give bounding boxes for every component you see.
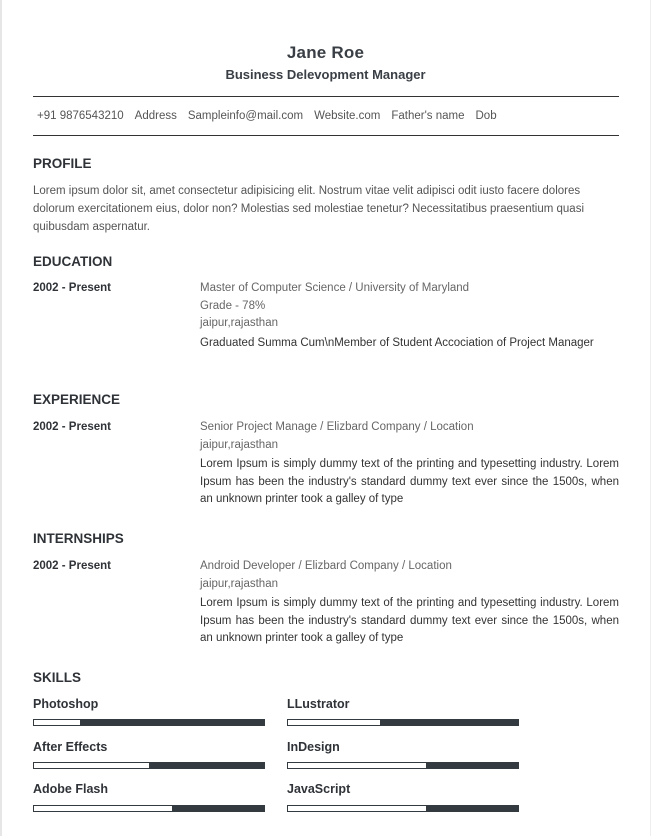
skill-bar-fill bbox=[34, 806, 172, 811]
resume-header bbox=[0, 0, 651, 82]
person-name: Jane Roe bbox=[286, 43, 365, 62]
skill-name: After Effects bbox=[33, 740, 108, 754]
profile-heading: PROFILE bbox=[33, 156, 92, 171]
contact-address: Address bbox=[134, 110, 177, 122]
job-title: Business Delevopment Manager bbox=[225, 67, 426, 82]
education-heading: EDUCATION bbox=[33, 254, 113, 269]
internship-role: Android Developer / Elizbard Company / Location bbox=[200, 560, 452, 572]
experience-role: Senior Project Manage / Elizbard Company / Location bbox=[200, 421, 474, 433]
education-date: 2002 - Present bbox=[33, 282, 111, 294]
experience-entry bbox=[200, 419, 619, 509]
skill-name: LLustrator bbox=[287, 697, 350, 711]
skill-bar bbox=[33, 762, 265, 769]
skill-bar-fill bbox=[34, 763, 149, 768]
skill-bar-fill bbox=[34, 720, 80, 725]
contact-website: Website.com bbox=[314, 110, 381, 122]
skills-heading: SKILLS bbox=[33, 670, 82, 685]
experience-location: jaipur,rajasthan bbox=[200, 438, 278, 451]
skill-bar bbox=[33, 805, 265, 812]
experience-description: Lorem Ipsum is simply dummy text of the printing and typesetting industry. Lorem Ipsum has been the industry's standard dummy text ever since the 1500s, when an unknown printer took a galley of type bbox=[200, 458, 619, 505]
skill-name: InDesign bbox=[287, 740, 340, 754]
education-degree: Master of Computer Science / University of Maryland bbox=[200, 282, 470, 294]
education-entry bbox=[200, 280, 619, 352]
education-location: jaipur,rajasthan bbox=[200, 317, 278, 329]
internship-entry bbox=[200, 558, 619, 648]
contact-email: Sampleinfo@mail.com bbox=[187, 110, 304, 122]
skill-bar-fill bbox=[288, 763, 426, 768]
skill-name: JavaScript bbox=[287, 782, 351, 796]
skill-bar bbox=[287, 719, 519, 726]
internship-description: Lorem Ipsum is simply dummy text of the printing and typesetting industry. Lorem Ipsum has been the industry's standard dummy text ever since the 1500s, when an unknown printer took a galley of type bbox=[200, 597, 619, 644]
skill-name: Photoshop bbox=[33, 697, 99, 711]
page-edge bbox=[0, 0, 2, 836]
contact-phone: +91 9876543210 bbox=[37, 110, 124, 122]
skill-bar bbox=[33, 719, 265, 726]
skill-bar bbox=[287, 805, 519, 812]
profile-text: Lorem ipsum dolor sit, amet consectetur adipisicing elit. Nostrum vitae velit adipisci odit iusto facere dolores dolorum exercitationem eius, dolor non? Molestias sed molestiae tenetur? Necessitatibus praesentium quasi quibusdam aspernatur. bbox=[33, 185, 585, 233]
education-description: Graduated Summa Cum\nMember of Student Accociation of Project Manager bbox=[200, 336, 594, 349]
skill-bar-fill bbox=[288, 806, 426, 811]
experience-heading: EXPERIENCE bbox=[33, 392, 121, 407]
education-grade: Grade - 78% bbox=[200, 299, 266, 312]
internship-location: jaipur,rajasthan bbox=[200, 577, 278, 590]
contact-father-name: Father's name bbox=[391, 110, 465, 122]
skill-name: Adobe Flash bbox=[33, 782, 109, 796]
skill-bar-fill bbox=[288, 720, 380, 725]
internship-date: 2002 - Present bbox=[33, 560, 111, 572]
skill-bar bbox=[287, 762, 519, 769]
internships-heading: INTERNSHIPS bbox=[33, 531, 124, 546]
contact-bar bbox=[33, 96, 619, 136]
experience-date: 2002 - Present bbox=[33, 421, 111, 433]
contact-dob: Dob bbox=[475, 110, 497, 122]
